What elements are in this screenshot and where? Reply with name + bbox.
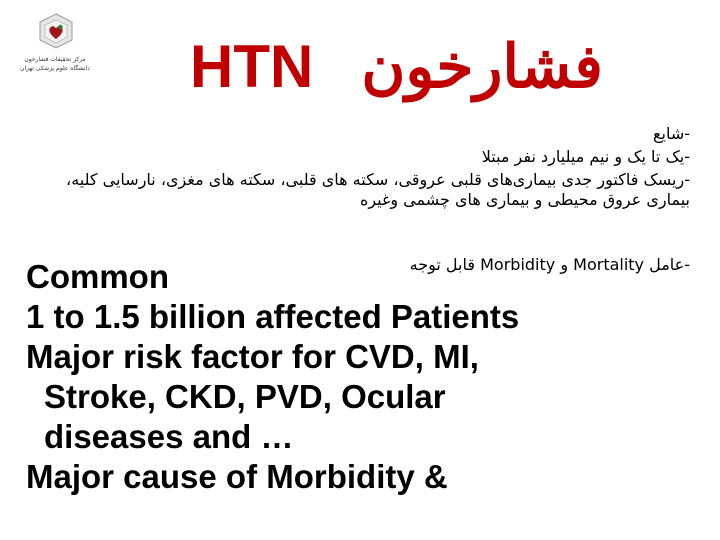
heart-emblem-icon <box>36 12 76 50</box>
english-bullet-3-cont-2: diseases and … <box>44 418 294 455</box>
slide-title <box>190 34 680 100</box>
logo-text-line1: مرکز تحقیقات فشارخون <box>24 56 86 63</box>
persian-bullet-1: -شايع <box>652 124 690 143</box>
english-bullet-3: Major risk factor for CVD, MI, <box>26 338 479 375</box>
title-english: HTN <box>190 33 314 100</box>
english-bullet-1: Common <box>26 258 169 295</box>
persian-bullet-2: -یک تا یک و نیم میلیارد نفر مبتلا <box>481 147 690 166</box>
title-persian: فشارخون <box>361 33 603 100</box>
persian-bullet-4: -عامل Mortality و Morbidity قابل توجه <box>409 255 690 274</box>
english-bullet-list <box>26 257 706 497</box>
logo-text-line2: دانشگاه علوم پزشکی تهران <box>20 65 90 72</box>
persian-bullet-3: -ریسک فاکتور جدی بیماری‌های قلبی عروقی، سکته های قلبی، سکته های مغزی، نارسایی کلیه، بیماری عروق محیطی و بیماری های چشمی وغیره <box>66 170 690 209</box>
english-bullet-4: Major cause of Morbidity & <box>26 458 448 495</box>
institute-logo <box>14 10 96 80</box>
english-bullet-2: 1 to 1.5 billion affected Patients <box>26 298 520 335</box>
english-bullet-3-cont-1: Stroke, CKD, PVD, Ocular <box>44 378 446 415</box>
